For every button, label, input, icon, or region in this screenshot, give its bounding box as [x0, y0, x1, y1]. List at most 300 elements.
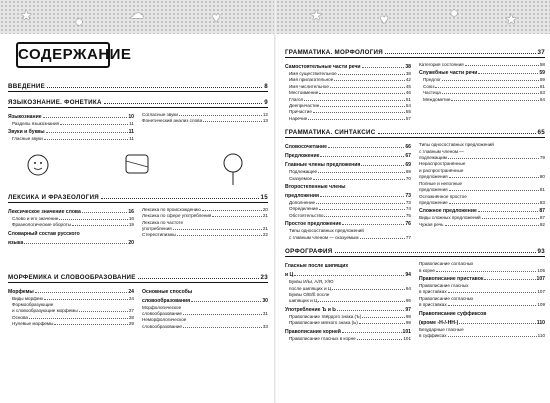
- toc-entry-page: 95: [405, 298, 411, 304]
- toc-entry-title: Предлог: [423, 77, 441, 83]
- toc-entry[interactable]: [8, 222, 134, 228]
- toc-entry-title: Основа: [12, 314, 28, 320]
- toc-entry-page: 59: [539, 77, 545, 83]
- orthography-entries: [285, 261, 545, 342]
- toc-entry-title: Осложнённое простое: [419, 193, 467, 199]
- toc-entry-title: Частица: [423, 90, 441, 96]
- leader-dots: [449, 200, 539, 204]
- toc-entry[interactable]: [419, 62, 545, 68]
- leader-dots: [320, 193, 404, 197]
- toc-entry-page: 75: [405, 212, 411, 218]
- toc-entry-title: Союз: [423, 83, 435, 89]
- toc-entry-title: Звуки и буквы: [8, 129, 45, 136]
- leader-dots: [82, 209, 128, 213]
- toc-entry-title: Глагол: [289, 96, 304, 102]
- toc-entry-title: Сложное предложение: [419, 208, 477, 215]
- section-page: 93: [537, 248, 545, 256]
- toc-column: [419, 142, 545, 241]
- lexis-entries: [8, 207, 268, 247]
- toc-entry-page: 63: [539, 90, 545, 96]
- toc-entry[interactable]: [419, 333, 545, 339]
- toc-column: [142, 207, 268, 247]
- leader-dots: [179, 112, 262, 116]
- toc-entry-page: 29: [128, 321, 134, 327]
- leader-dots: [29, 315, 128, 319]
- toc-entry[interactable]: [142, 232, 268, 238]
- leader-dots: [319, 90, 405, 94]
- toc-entry-title: Словосочетание: [285, 144, 327, 151]
- toc-entry[interactable]: [285, 213, 411, 219]
- toc-entry-title: Самостоятельные части речи: [285, 64, 361, 70]
- leader-dots: [442, 90, 539, 94]
- toc-entry[interactable]: [285, 307, 411, 314]
- face-doodle: [224, 154, 242, 172]
- toc-entry[interactable]: [285, 116, 411, 122]
- toc-entry-title: Формообразующие: [12, 302, 54, 308]
- toc-entry-title: Правописание согласных: [419, 261, 474, 267]
- toc-entry[interactable]: [419, 200, 545, 206]
- leader-dots: [328, 144, 404, 148]
- leader-dots: [359, 320, 405, 324]
- toc-entry-page: 79: [539, 155, 545, 161]
- leader-dots: [362, 64, 405, 68]
- toc-entry-title: в приставках: [419, 302, 447, 308]
- star-icon: ★: [20, 7, 33, 23]
- toc-entry[interactable]: [8, 129, 134, 136]
- toc-entry-title: Наречие: [289, 115, 308, 121]
- toc-entry-page: 70: [405, 175, 411, 181]
- leader-dots: [318, 298, 404, 302]
- section-lexis[interactable]: [8, 193, 268, 203]
- toc-entry-page: 69: [405, 162, 411, 169]
- section-label: ГРАММАТИКА. СИНТАКСИС: [285, 129, 376, 137]
- toc-entry-title: в корне: [419, 267, 435, 273]
- toc-entry-title: Главные члены предложения: [285, 162, 361, 169]
- leader-dots: [482, 215, 539, 219]
- right-page: [285, 34, 545, 403]
- spacer: [8, 247, 268, 267]
- leader-dots: [332, 286, 405, 290]
- toc-entry-page: 110: [536, 319, 545, 326]
- toc-entry-title: Нераспространённые: [419, 161, 466, 167]
- toc-entry-title: Деепричастие: [289, 103, 320, 109]
- toc-entry-title: Типы односоставных предложений: [289, 228, 364, 234]
- leader-dots: [202, 207, 262, 211]
- leader-dots: [318, 169, 405, 173]
- toc-entry-title: словообразование: [142, 323, 182, 329]
- toc-entry-title: Лексика по происхождению: [142, 206, 201, 212]
- toc-entry-page: 42: [405, 77, 411, 83]
- toc-entry-page: 74: [405, 206, 411, 212]
- toc-entry-page: 94: [405, 285, 411, 291]
- leader-dots: [177, 232, 262, 236]
- toc-entry-title: Правописание твёрдого знака (Ъ): [289, 313, 362, 319]
- leader-dots: [43, 114, 128, 118]
- toc-entry[interactable]: [285, 320, 411, 326]
- toc-entry-title: Употребление Ъ и Ь: [285, 306, 336, 313]
- leader-dots: [436, 268, 536, 272]
- toc-entry[interactable]: [285, 298, 411, 304]
- toc-entry-page: 77: [405, 234, 411, 240]
- toc-column: [8, 207, 134, 247]
- leader-dots: [445, 222, 539, 226]
- face-doodle: [28, 155, 48, 175]
- toc-entry[interactable]: [142, 118, 268, 124]
- leader-dots: [138, 274, 259, 279]
- toc-entry[interactable]: [142, 289, 268, 296]
- toc-entry[interactable]: [419, 276, 545, 283]
- section-orthography[interactable]: [285, 247, 545, 257]
- toc-column: [142, 112, 268, 143]
- leader-dots: [60, 121, 128, 125]
- toc-entry-page: 105: [537, 267, 545, 273]
- heart-icon: ♥: [380, 11, 389, 27]
- leader-dots: [484, 276, 535, 280]
- toc-entry-title: и словообразующие морфемы: [12, 308, 78, 314]
- leader-dots: [44, 136, 128, 140]
- toc-entry-page: 11: [129, 121, 134, 126]
- toc-entry-title: Предложение: [285, 153, 320, 160]
- toc-entry-page: 67: [405, 153, 411, 160]
- leader-dots: [319, 206, 405, 210]
- toc-entry-title: Буквы И/Ы, А/Я, У/Ю: [289, 279, 334, 285]
- syntax-entries: [285, 142, 545, 241]
- toc-entry-title: Служебные части речи: [419, 70, 478, 77]
- leader-dots: [360, 235, 405, 239]
- section-label: ЯЗЫКОЗНАНИЕ. ФОНЕТИКА: [8, 99, 102, 106]
- leader-dots: [304, 97, 405, 101]
- toc-entry[interactable]: [285, 184, 411, 191]
- toc-entry-title: Лексическое значение слова: [8, 208, 81, 215]
- toc-entry-title: в приставках: [419, 289, 447, 295]
- star-icon: ★: [505, 11, 518, 27]
- leader-dots: [337, 307, 404, 311]
- leader-dots: [72, 222, 128, 226]
- leader-dots: [183, 324, 262, 328]
- left-page: [8, 34, 268, 403]
- section-page: 9: [264, 99, 268, 106]
- toc-entry[interactable]: [285, 235, 411, 241]
- toc-entry-title: словообразование: [142, 311, 182, 317]
- circle-icon: ●: [450, 4, 459, 20]
- section-intro[interactable]: [8, 82, 268, 92]
- toc-entry-page: 16: [128, 215, 134, 221]
- section-label: МОРФЕМИКА И СЛОВООБРАЗОВАНИЕ: [8, 273, 136, 281]
- toc-entry-title: Правописание гласных в корне: [289, 335, 356, 341]
- toc-entry-page: 46: [405, 90, 411, 96]
- leader-dots: [294, 272, 404, 276]
- toc-entry-page: 97: [405, 306, 411, 313]
- leader-dots: [459, 320, 535, 324]
- leader-dots: [334, 77, 405, 81]
- toc-entry-page: 31: [262, 311, 268, 317]
- section-label: ВВЕДЕНИЕ: [8, 83, 46, 90]
- toc-entry-title: Слово и его значение: [12, 215, 59, 221]
- toc-entry-title: Фразеологические обороты: [12, 222, 71, 228]
- toc-entry-page: 99: [405, 320, 411, 326]
- toc-entry-page: 64: [539, 96, 545, 102]
- section-morphemics[interactable]: [8, 273, 268, 283]
- leader-dots: [47, 83, 262, 88]
- toc-entry-title: Подлежащее: [289, 169, 318, 175]
- toc-entry-title: Нулевые морфемы: [12, 321, 54, 327]
- toc-entry-title: Лексика по сфере употребления: [142, 213, 212, 219]
- toc-entry-title: Местоимение: [289, 90, 319, 96]
- toc-entry-page: 30: [262, 297, 268, 304]
- toc-entry-title: и распространённые: [419, 167, 464, 173]
- toc-entry[interactable]: [419, 311, 545, 318]
- toc-entry-title: Имя существительное: [289, 71, 337, 76]
- toc-entry-title: языка: [8, 239, 24, 246]
- leader-dots: [362, 314, 405, 318]
- toc-entry-page: 101: [403, 335, 411, 341]
- toc-entry-page: 109: [537, 302, 545, 308]
- leader-dots: [478, 208, 539, 212]
- leader-dots: [448, 333, 537, 337]
- toc-entry-title: Дополнение: [289, 200, 316, 206]
- leader-dots: [478, 70, 538, 74]
- toc-column: [285, 142, 411, 241]
- toc-entry-page: 107: [536, 275, 545, 282]
- leader-dots: [313, 176, 405, 180]
- leader-dots: [435, 84, 538, 88]
- toc-entry-page: 11: [129, 136, 134, 142]
- leader-dots: [361, 162, 404, 166]
- smile-doodle: [34, 168, 42, 170]
- toc-entry-page: 22: [262, 232, 268, 238]
- toc-entry-title: (кроме -Н-/-НН-): [419, 319, 459, 326]
- toc-entry[interactable]: [285, 64, 411, 71]
- toc-entry-page: 21: [262, 213, 268, 219]
- toc-entry-page: 28: [128, 314, 134, 320]
- toc-entry-title: Правописание корней: [285, 328, 341, 335]
- toc-entry-title: Разделы языкознания: [12, 121, 60, 126]
- cloud-icon: ☁: [130, 5, 144, 21]
- section-page: 23: [260, 273, 268, 281]
- toc-entry[interactable]: [285, 144, 411, 151]
- toc-entry[interactable]: [285, 329, 411, 336]
- page-title: СОДЕРЖАНИЕ: [16, 42, 110, 68]
- toc-entry-page: 33: [262, 323, 268, 329]
- toc-column: [419, 62, 545, 122]
- toc-entry-title: употребления: [142, 226, 172, 232]
- leader-dots: [449, 174, 539, 178]
- toc-entry[interactable]: [8, 321, 134, 327]
- section-phonetics[interactable]: [8, 98, 268, 108]
- toc-entry[interactable]: [285, 153, 411, 160]
- leader-dots: [316, 200, 405, 204]
- toc-entry-title: Языкознание: [8, 114, 42, 120]
- toc-entry[interactable]: [419, 320, 545, 327]
- toc-entry-page: 83: [539, 199, 545, 205]
- star-icon: ★: [310, 7, 323, 23]
- toc-entry-title: предложение: [419, 199, 448, 205]
- toc-entry[interactable]: [419, 268, 545, 274]
- toc-entry[interactable]: [285, 176, 411, 182]
- leader-dots: [342, 221, 404, 225]
- toc-entry-title: шипящих и Ц: [289, 298, 318, 304]
- section-page: 15: [260, 193, 268, 201]
- toc-entry-title: Чужая речь: [419, 221, 444, 227]
- toc-entry[interactable]: [8, 114, 134, 121]
- toc-entry-title: Виды морфем: [12, 295, 43, 301]
- leader-dots: [183, 311, 262, 315]
- section-label: ГРАММАТИКА. МОРФОЛОГИЯ: [285, 49, 384, 56]
- leader-dots: [448, 289, 537, 293]
- toc-entry[interactable]: [8, 231, 134, 238]
- toc-entry-page: 24: [128, 295, 134, 301]
- toc-entry-title: Междометие: [423, 96, 451, 102]
- toc-entry-title: Причастие: [289, 109, 312, 115]
- toc-entry-title: после шипящих и Ц: [289, 285, 332, 291]
- toc-entry-page: 80: [539, 174, 545, 180]
- leader-dots: [203, 118, 262, 122]
- leader-dots: [35, 289, 128, 293]
- toc-entry[interactable]: [419, 222, 545, 228]
- leader-dots: [313, 109, 405, 113]
- section-label: ЛЕКСИКА И ФРАЗЕОЛОГИЯ: [8, 193, 100, 201]
- toc-entry-page: 98: [405, 313, 411, 319]
- toc-entry-title: Полные и неполные: [419, 180, 463, 186]
- toc-entry-page: 101: [402, 328, 411, 335]
- toc-entry-page: 11: [128, 129, 134, 136]
- toc-entry-page: 24: [128, 288, 134, 295]
- section-page: 8: [264, 83, 268, 90]
- toc-entry-title: Гласные после шипящих: [285, 263, 349, 270]
- toc-entry-page: 55: [405, 109, 411, 115]
- toc-column: [8, 112, 134, 143]
- leader-dots: [46, 129, 128, 133]
- toc-entry[interactable]: [285, 193, 411, 200]
- toc-entry-page: 92: [539, 221, 545, 227]
- toc-entry-page: 73: [405, 200, 411, 206]
- section-page: 37: [537, 49, 545, 56]
- toc-entry-page: 107: [537, 289, 545, 295]
- toc-entry-page: 12: [262, 112, 268, 117]
- toc-entry-title: Правописание гласных: [419, 282, 469, 288]
- toc-entry-page: 21: [262, 226, 268, 232]
- toc-entry[interactable]: [419, 302, 545, 308]
- toc-entry[interactable]: [8, 289, 134, 296]
- toc-entry-title: Категория состояния: [419, 62, 464, 67]
- leader-dots: [357, 336, 403, 340]
- leader-dots: [448, 155, 539, 159]
- toc-entry-title: с главным членом —: [419, 148, 464, 154]
- toc-entry-page: 58: [539, 62, 545, 67]
- toc-entry[interactable]: [285, 263, 411, 270]
- toc-entry-page: 20: [128, 239, 134, 246]
- toc-entry-page: 20: [262, 206, 268, 212]
- toc-entry-page: 13: [262, 118, 268, 124]
- toc-column: [285, 261, 411, 342]
- toc-entry-page: 94: [405, 272, 411, 279]
- toc-entry-page: 45: [405, 83, 411, 89]
- toc-entry-title: Имя числительное: [289, 83, 329, 89]
- toc-entry-title: предложения: [419, 187, 448, 193]
- leader-dots: [308, 116, 405, 120]
- toc-entry-title: Словарный состав русского: [8, 230, 80, 237]
- leader-dots: [44, 296, 128, 300]
- toc-entry[interactable]: [8, 121, 134, 127]
- toc-entry-title: Виды сложных предложений: [419, 215, 481, 221]
- toc-entry-title: Фонетический анализ слова: [142, 118, 203, 124]
- toc-entry[interactable]: [419, 70, 545, 77]
- leader-dots: [335, 248, 536, 253]
- leader-dots: [330, 84, 405, 88]
- toc-entry-page: 51: [405, 96, 411, 102]
- leader-dots: [59, 216, 128, 220]
- leader-dots: [449, 187, 539, 191]
- illustration-area: [8, 143, 268, 187]
- leader-dots: [324, 213, 404, 217]
- toc-entry-title: Сказуемое: [289, 175, 313, 181]
- toc-entry-title: подлежащим: [419, 155, 447, 161]
- leader-dots: [342, 329, 402, 333]
- toc-entry-page: 73: [405, 193, 411, 200]
- leader-dots: [212, 213, 261, 217]
- toc-entry-title: Типы односоставных предложений: [419, 142, 494, 148]
- heart-icon: ♥: [212, 9, 221, 25]
- toc-entry[interactable]: [285, 336, 411, 342]
- toc-column: [285, 62, 411, 122]
- leader-dots: [54, 321, 127, 325]
- toc-entry[interactable]: [8, 209, 134, 216]
- toc-entry-title: Основные способы: [142, 288, 193, 295]
- leader-dots: [448, 302, 537, 306]
- toc-column: [8, 287, 134, 331]
- leader-dots: [191, 298, 261, 302]
- toc-entry-title: Гласные звуки: [12, 136, 43, 142]
- toc-entry-page: 38: [405, 71, 411, 76]
- leader-dots: [385, 49, 535, 54]
- leader-dots: [442, 77, 539, 81]
- leader-dots: [320, 153, 404, 157]
- toc-entry[interactable]: [142, 298, 268, 305]
- toc-entry-title: Лексика по частоте: [142, 219, 184, 225]
- toc-entry-title: в суффиксах: [419, 332, 447, 338]
- toc-entry-title: словообразования: [142, 297, 191, 304]
- section-morphology[interactable]: [285, 48, 545, 58]
- toc-entry-title: Согласные звуки: [142, 112, 178, 117]
- toc-entry-page: 10: [128, 114, 134, 120]
- toc-entry[interactable]: [8, 240, 134, 247]
- toc-column: [142, 287, 268, 331]
- section-label: ОРФОГРАФИЯ: [285, 248, 333, 256]
- leader-dots: [320, 103, 405, 107]
- morphology-entries: [285, 62, 545, 122]
- section-syntax[interactable]: [285, 128, 545, 138]
- toc-entry-page: 81: [539, 187, 545, 193]
- toc-entry-page: 27: [128, 308, 134, 314]
- toc-entry[interactable]: [285, 272, 411, 279]
- toc-entry-page: 16: [128, 208, 134, 215]
- toc-entry-page: 57: [405, 115, 411, 121]
- leader-dots: [465, 62, 539, 66]
- toc-entry[interactable]: [419, 97, 545, 103]
- toc-column: [419, 261, 545, 342]
- toc-entry-page: 76: [405, 221, 411, 228]
- toc-entry-title: и Ц: [285, 272, 294, 279]
- toc-entry-page: 19: [128, 222, 134, 228]
- toc-entry-title: Правописание согласных: [419, 295, 474, 301]
- toc-entry-title: Морфемы: [8, 288, 34, 295]
- page-fold: [274, 0, 276, 403]
- toc-entry[interactable]: [142, 324, 268, 330]
- section-page: 65: [537, 129, 545, 137]
- leader-dots: [338, 71, 405, 75]
- leader-dots: [104, 99, 263, 104]
- toc-entry[interactable]: [285, 162, 411, 169]
